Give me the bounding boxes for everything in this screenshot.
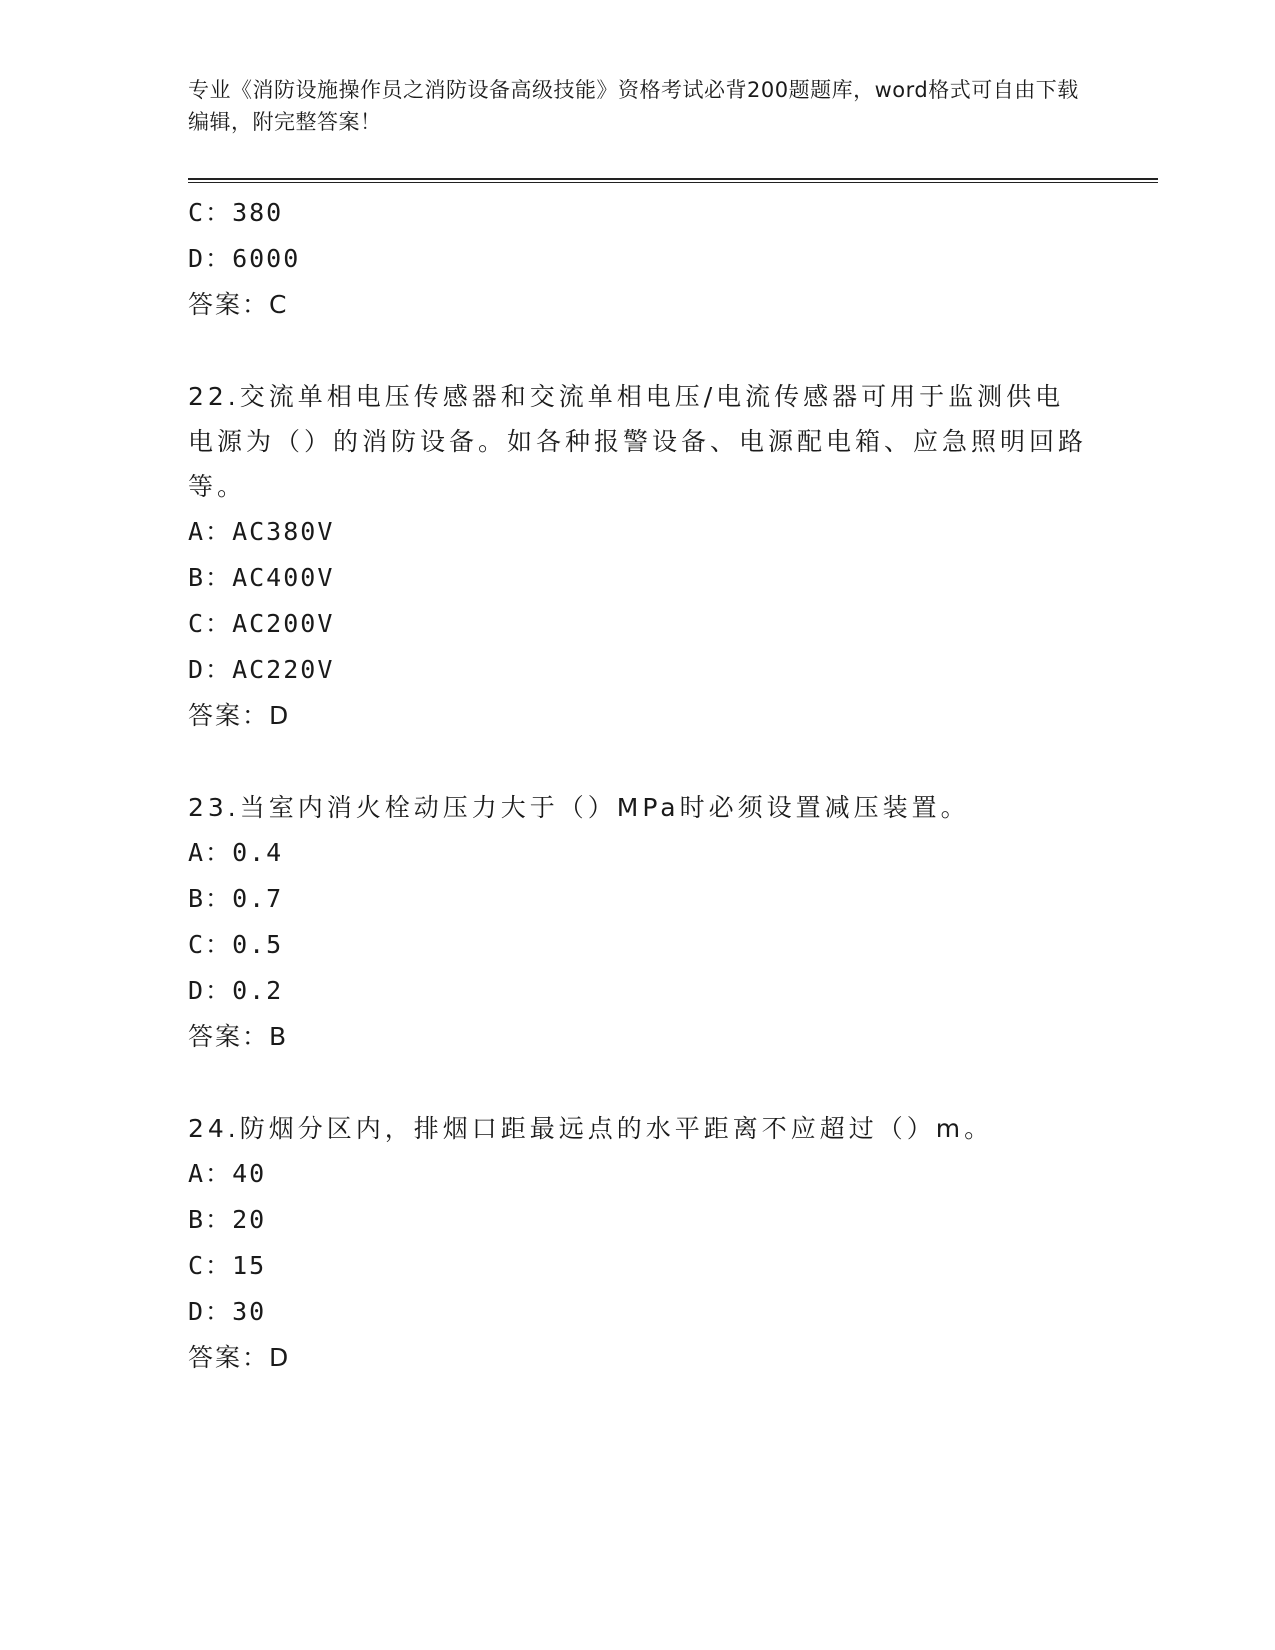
question-text: 24.防烟分区内，排烟口距最远点的水平距离不应超过（）m。 [188, 1114, 994, 1143]
answer-line: 答案：D [188, 701, 291, 730]
spacer [188, 1060, 1088, 1106]
option-b: B：0.7 [188, 884, 284, 913]
option-c: C：0.5 [188, 930, 284, 959]
question-item [188, 374, 1088, 739]
spacer [188, 739, 1088, 785]
option-c: C：AC200V [188, 609, 335, 638]
option-d: D：6000 [188, 244, 301, 273]
partial-question [188, 190, 1088, 328]
option-b: B：20 [188, 1205, 267, 1234]
option-d: D：30 [188, 1297, 267, 1326]
question-text: 23.当室内消火栓动压力大于（）MPa时必须设置减压装置。 [188, 793, 970, 822]
option-c: C：380 [188, 198, 284, 227]
question-list [188, 190, 1088, 1381]
option-d: D：AC220V [188, 655, 335, 684]
header-divider [188, 178, 1158, 183]
option-a: A：40 [188, 1159, 267, 1188]
spacer [188, 328, 1088, 374]
question-text: 22.交流单相电压传感器和交流单相电压/电流传感器可用于监测供电电源为（）的消防设备。如各种报警设备、电源配电箱、应急照明回路等。 [188, 382, 1088, 501]
answer-line: 答案：B [188, 1022, 289, 1051]
option-a: A：AC380V [188, 517, 335, 546]
page-header [188, 74, 1088, 138]
option-b: B：AC400V [188, 563, 335, 592]
question-item [188, 785, 1088, 1060]
answer-line: 答案：C [188, 290, 289, 319]
option-d: D：0.2 [188, 976, 284, 1005]
document-title: 专业《消防设施操作员之消防设备高级技能》资格考试必背200题题库，word格式可自由下载编辑，附完整答案！ [188, 78, 1079, 134]
answer-line: 答案：D [188, 1343, 291, 1372]
option-a: A：0.4 [188, 838, 284, 867]
question-item [188, 1106, 1088, 1381]
option-c: C：15 [188, 1251, 267, 1280]
